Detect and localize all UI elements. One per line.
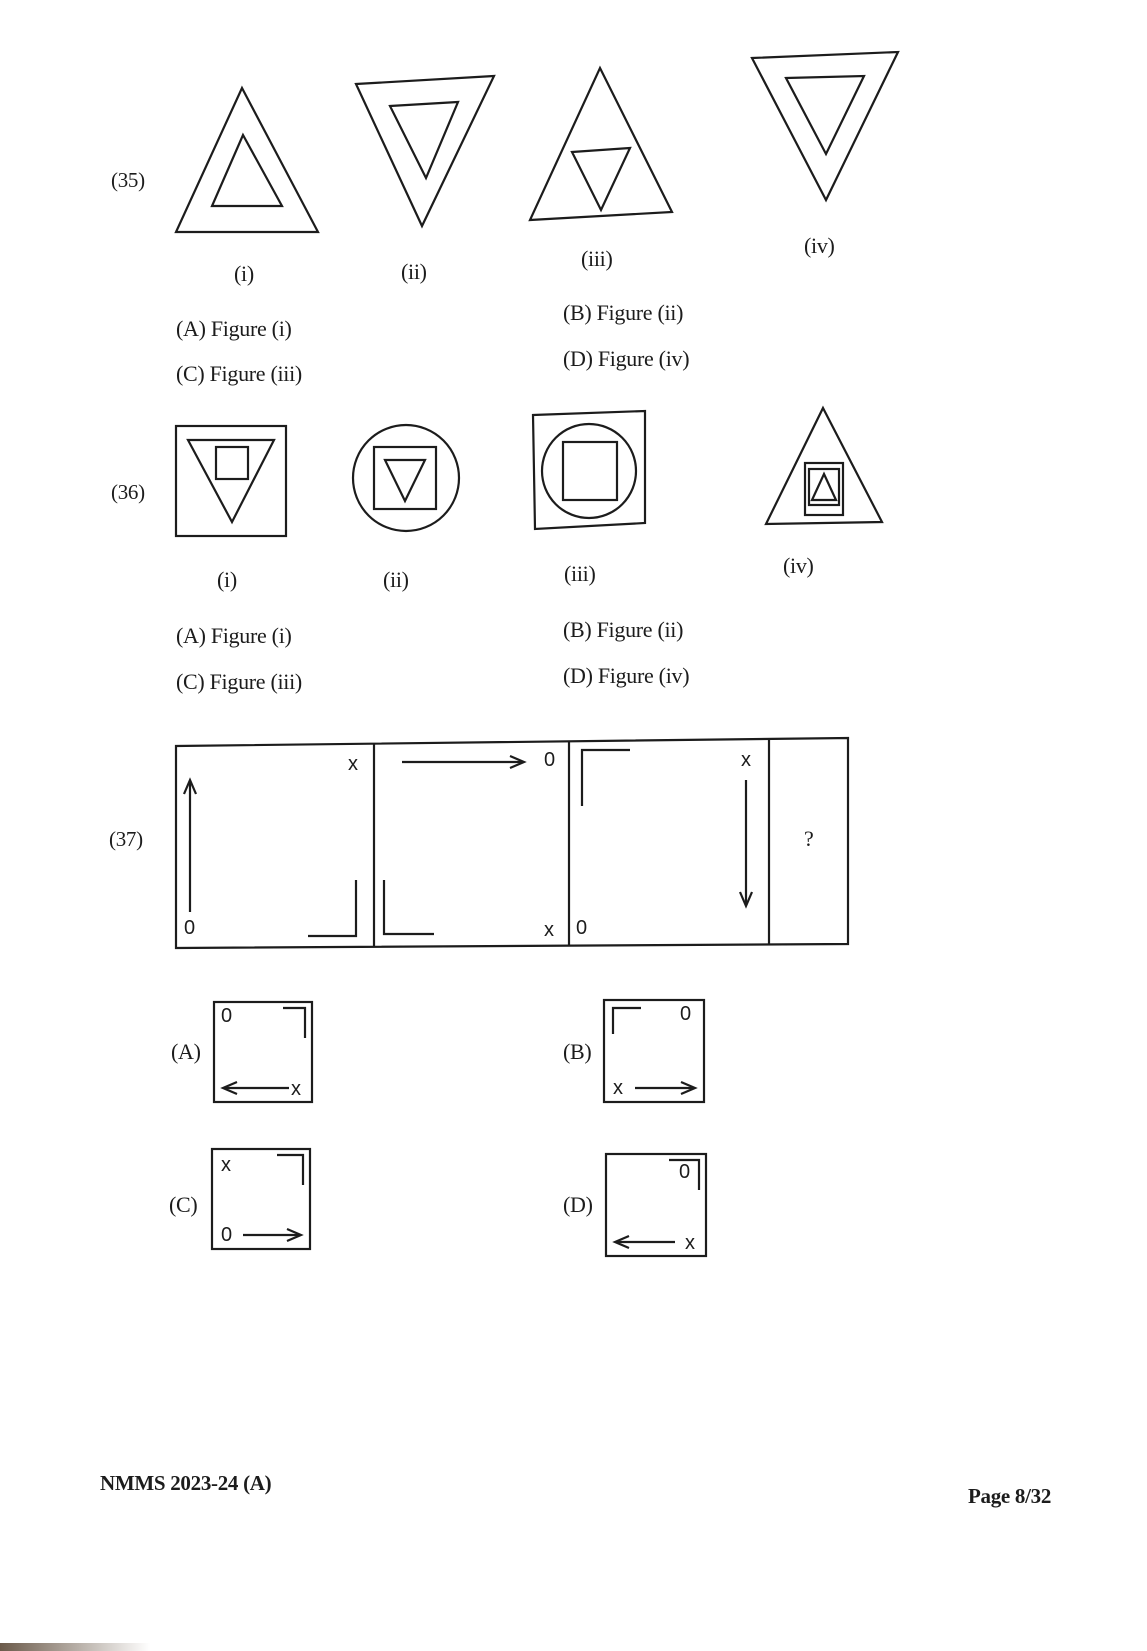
inner-triangle-up <box>812 474 836 500</box>
circle <box>542 424 636 518</box>
q35-figure-label-iii: (iii) <box>581 246 613 271</box>
outer-triangle-down <box>356 76 494 226</box>
series-cell-1 <box>184 753 358 939</box>
q37-option-a-label: (A) <box>171 1039 201 1064</box>
outer-triangle-up <box>766 408 882 524</box>
cell-3-bottom-left-mark: 0 <box>576 917 588 939</box>
outer-triangle-up <box>176 88 318 232</box>
q35-option-a[interactable]: (A) Figure (i) <box>176 316 292 341</box>
option-a-top-mark: 0 <box>221 1005 233 1027</box>
cell-2-top-right-mark: 0 <box>544 749 556 771</box>
outer-triangle-down <box>752 52 898 200</box>
corner-bracket-icon <box>613 1008 641 1034</box>
question-number-37: (37) <box>109 827 143 851</box>
question-number-36: (36) <box>111 480 145 504</box>
q37-option-c-figure[interactable] <box>209 1145 315 1255</box>
q36-figure-label-i: (i) <box>217 567 237 592</box>
cell-3-top-right-mark: x <box>741 749 751 771</box>
option-b-bottom-mark: x <box>613 1077 623 1099</box>
outer-triangle-up <box>530 68 672 220</box>
q37-option-d-label: (D) <box>563 1192 593 1217</box>
q36-option-b[interactable]: (B) Figure (ii) <box>563 617 684 642</box>
q35-option-b[interactable]: (B) Figure (ii) <box>563 300 684 325</box>
corner-bracket-icon <box>277 1155 303 1185</box>
q36-option-c[interactable]: (C) Figure (iii) <box>176 669 302 694</box>
option-c-bottom-mark: 0 <box>221 1224 233 1246</box>
corner-bracket-icon <box>283 1008 305 1038</box>
q36-option-a[interactable]: (A) Figure (i) <box>176 623 292 648</box>
q35-figure-i[interactable] <box>170 80 330 240</box>
inner-triangle-down <box>390 102 458 178</box>
question-mark: ? <box>804 826 814 851</box>
q36-figure-iv[interactable] <box>762 402 888 528</box>
inner-square <box>563 442 617 500</box>
q35-figure-label-ii: (ii) <box>401 259 427 284</box>
inner-triangle-down <box>786 76 864 154</box>
rectangle <box>805 463 843 515</box>
q37-option-d-figure[interactable] <box>603 1148 711 1260</box>
cell-1-top-right-mark: x <box>348 753 358 775</box>
cell-1-bottom-left-mark: 0 <box>184 917 196 939</box>
q36-figure-i[interactable] <box>170 420 294 544</box>
series-cell-3 <box>576 749 752 939</box>
q35-option-c[interactable]: (C) Figure (iii) <box>176 361 302 386</box>
cell-2-bottom-right-mark: x <box>544 919 554 941</box>
inner-triangle-down <box>572 148 630 210</box>
option-c-top-mark: x <box>221 1154 231 1176</box>
q37-option-c-label: (C) <box>169 1192 198 1217</box>
exam-footer-title: NMMS 2023-24 (A) <box>100 1471 272 1495</box>
question-number-35: (35) <box>111 168 145 192</box>
option-d-top-mark: 0 <box>679 1161 691 1183</box>
option-a-bottom-mark: x <box>291 1078 301 1100</box>
q36-figure-label-ii: (ii) <box>383 567 409 592</box>
triangle-down <box>385 460 425 501</box>
series-cell-2 <box>384 749 555 941</box>
option-b-top-mark: 0 <box>680 1003 692 1025</box>
q36-option-d[interactable]: (D) Figure (iv) <box>563 663 690 688</box>
page-number: Page 8/32 <box>968 1484 1052 1508</box>
triangle-down <box>188 440 274 522</box>
q35-figure-label-iv: (iv) <box>804 233 835 258</box>
q37-option-b-label: (B) <box>563 1039 592 1064</box>
q35-figure-iii[interactable] <box>524 62 678 226</box>
q36-figure-iii[interactable] <box>527 405 651 537</box>
outer-square <box>533 411 645 529</box>
option-d-bottom-mark: x <box>685 1232 695 1254</box>
corner-bracket-icon <box>308 880 356 936</box>
q35-figure-iv[interactable] <box>748 48 904 208</box>
q35-figure-ii[interactable] <box>350 70 500 230</box>
q35-option-d[interactable]: (D) Figure (iv) <box>563 346 690 371</box>
q36-figure-label-iii: (iii) <box>564 561 596 586</box>
q37-option-b-figure[interactable] <box>601 996 709 1108</box>
q37-series-strip <box>172 736 854 952</box>
q36-figure-label-iv: (iv) <box>783 553 814 578</box>
outer-circle <box>353 425 459 531</box>
scan-edge-shadow <box>0 1643 150 1651</box>
corner-bracket-icon <box>384 880 434 934</box>
q37-option-a-figure[interactable] <box>211 998 317 1108</box>
q36-figure-ii[interactable] <box>347 420 467 544</box>
inner-square <box>216 447 248 479</box>
q35-figure-label-i: (i) <box>234 261 254 286</box>
corner-bracket-icon <box>582 750 630 806</box>
